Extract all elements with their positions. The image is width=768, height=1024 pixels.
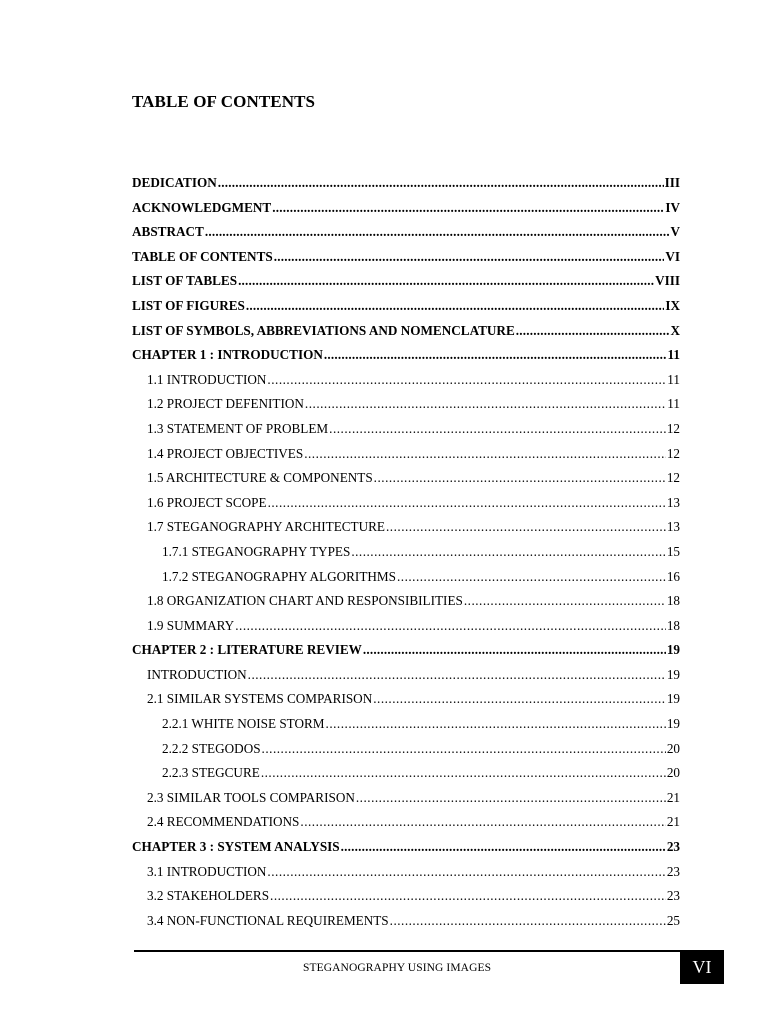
toc-entry[interactable] (132, 200, 680, 225)
toc-entry[interactable] (132, 298, 680, 323)
footer-running-title: STEGANOGRAPHY USING IMAGES (303, 962, 492, 974)
dot-leader (218, 175, 664, 191)
toc-entry-label: TABLE OF CONTENTS (132, 248, 273, 264)
toc-entry-label: CHAPTER 3 : SYSTEM ANALYSIS (132, 839, 340, 855)
toc-entry-label: 2.2.3 STEGCURE (162, 765, 260, 781)
toc-entry-page: 12 (666, 445, 680, 461)
dot-leader (374, 470, 666, 486)
dot-leader (274, 249, 665, 265)
toc-entry-page: 13 (666, 519, 680, 535)
toc-entry-page: 11 (667, 371, 680, 387)
dot-leader (373, 691, 666, 707)
toc-entry[interactable] (132, 667, 680, 692)
toc-entry[interactable] (132, 323, 680, 348)
footer-divider (134, 950, 724, 952)
toc-entry[interactable] (132, 716, 680, 741)
dot-leader (238, 273, 654, 289)
toc-entry-page: 21 (666, 814, 680, 830)
dot-leader (386, 519, 666, 535)
toc-entry[interactable] (132, 765, 680, 790)
toc-entry-page: 13 (666, 494, 680, 510)
toc-entry-page: V (670, 224, 680, 240)
toc-entry-label: LIST OF SYMBOLS, ABBREVIATIONS AND NOMENCLATURE (132, 322, 515, 338)
toc-entry-label: DEDICATION (132, 175, 217, 190)
toc-entry-label: 2.3 SIMILAR TOOLS COMPARISON (147, 789, 355, 805)
toc-entry-page: 19 (666, 716, 680, 732)
toc-entry[interactable] (132, 446, 680, 471)
toc-entry-label: CHAPTER 1 : INTRODUCTION (132, 347, 323, 363)
toc-entry[interactable] (132, 396, 680, 421)
dot-leader (270, 888, 666, 904)
toc-entry[interactable] (132, 642, 680, 667)
toc-entry[interactable] (132, 347, 680, 372)
dot-leader (397, 569, 666, 585)
dot-leader (267, 864, 665, 880)
page-title: TABLE OF CONTENTS (132, 92, 316, 111)
toc-entry-label: 1.6 PROJECT SCOPE (147, 494, 267, 510)
toc-entry-label: INTRODUCTION (147, 666, 247, 682)
toc-entry[interactable] (132, 544, 680, 569)
toc-entry[interactable] (132, 593, 680, 618)
dot-leader (262, 741, 666, 757)
toc-entry-page: 11 (667, 396, 680, 412)
toc-entry-label: 1.5 ARCHITECTURE & COMPONENTS (147, 470, 373, 486)
toc-entry-label: 1.3 STATEMENT OF PROBLEM (147, 420, 329, 436)
toc-entry[interactable] (132, 495, 680, 520)
dot-leader (300, 814, 665, 830)
toc-entry-page: 20 (666, 740, 680, 756)
toc-entry-page: VIII (655, 273, 680, 289)
toc-entry-label: 1.9 SUMMARY (147, 617, 235, 633)
toc-entry-label: LIST OF TABLES (132, 273, 238, 289)
toc-entry[interactable] (132, 741, 680, 766)
toc-entry-label: CHAPTER 2 : LITERATURE REVIEW (132, 642, 362, 658)
toc-entry-label: 2.2.2 STEGODOS (162, 740, 261, 756)
toc-entry[interactable] (132, 864, 680, 889)
toc-entry-label: 2.1 SIMILAR SYSTEMS COMPARISON (147, 691, 373, 707)
toc-entry-page: 25 (666, 912, 680, 928)
dot-leader (351, 544, 666, 560)
toc-entry[interactable] (132, 273, 680, 298)
toc-entry-page: III (664, 175, 680, 190)
toc-entry-page: 21 (666, 789, 680, 805)
toc-entry-page: 19 (666, 642, 680, 658)
dot-leader (329, 421, 666, 437)
toc-entry-page: X (670, 322, 680, 338)
toc-entry[interactable] (132, 691, 680, 716)
toc-entry-page: 23 (666, 888, 680, 904)
toc-entry-page: 23 (666, 863, 680, 879)
toc-entry-page: 12 (666, 420, 680, 436)
toc-entry-label: 3.1 INTRODUCTION (147, 863, 267, 879)
toc-entry-label: 1.7 STEGANOGRAPHY ARCHITECTURE (147, 519, 385, 535)
dot-leader (246, 298, 664, 314)
dot-leader (341, 839, 666, 855)
toc-entry-page: IV (665, 199, 680, 215)
dot-leader (272, 200, 664, 216)
toc-entry-label: ABSTRACT (132, 224, 204, 240)
toc-entry[interactable] (132, 814, 680, 839)
dot-leader (464, 593, 666, 609)
toc-entry-page: 18 (666, 617, 680, 633)
toc-entry-label: 2.4 RECOMMENDATIONS (147, 814, 300, 830)
toc-entry-label: 1.8 ORGANIZATION CHART AND RESPONSIBILITIES (147, 593, 463, 609)
toc-entry[interactable] (132, 913, 680, 938)
page-number-badge (680, 951, 724, 984)
toc-entry[interactable] (132, 421, 680, 446)
toc-entry-label: 1.7.2 STEGANOGRAPHY ALGORITHMS (162, 568, 396, 584)
toc-entry[interactable] (132, 790, 680, 815)
toc-entry-page: 15 (666, 543, 680, 559)
toc-entry[interactable] (132, 888, 680, 913)
toc-entry[interactable] (132, 470, 680, 495)
dot-leader (205, 224, 670, 240)
toc-entry[interactable] (132, 372, 680, 397)
dot-leader (267, 372, 666, 388)
dot-leader (305, 396, 666, 412)
toc-entry-page: IX (665, 297, 680, 313)
toc-entry-label: 2.2.1 WHITE NOISE STORM (162, 716, 325, 732)
toc-entry-label: 3.2 STAKEHOLDERS (147, 888, 270, 904)
toc-entry-page: 19 (666, 691, 680, 707)
toc-entry-page: 23 (666, 839, 680, 855)
dot-leader (248, 667, 666, 683)
toc-entry-page: 19 (666, 666, 680, 682)
toc-entry[interactable] (132, 519, 680, 544)
toc-entry-page: 20 (666, 765, 680, 781)
toc-entry[interactable] (132, 569, 680, 594)
dot-leader (390, 913, 666, 929)
dot-leader (363, 642, 666, 658)
toc-entry[interactable] (132, 249, 680, 274)
dot-leader (261, 765, 666, 781)
dot-leader (326, 716, 666, 732)
toc-entry-page: 18 (666, 593, 680, 609)
toc-list (132, 175, 680, 937)
toc-entry-page: VI (665, 248, 680, 264)
toc-entry-label: ACKNOWLEDGMENT (132, 199, 272, 215)
dot-leader (235, 618, 666, 634)
toc-entry-label: 1.1 INTRODUCTION (147, 371, 267, 387)
dot-leader (516, 323, 670, 339)
toc-entry[interactable] (132, 175, 680, 200)
toc-entry-page: 12 (666, 470, 680, 486)
toc-entry[interactable] (132, 839, 680, 864)
toc-entry[interactable] (132, 224, 680, 249)
dot-leader (324, 347, 667, 363)
toc-entry-label: 3.4 NON-FUNCTIONAL REQUIREMENTS (147, 912, 389, 928)
page-number: VI (692, 957, 712, 977)
toc-entry[interactable] (132, 618, 680, 643)
dot-leader (304, 446, 666, 462)
toc-entry-label: LIST OF FIGURES (132, 297, 245, 313)
toc-entry-page: 11 (667, 347, 680, 363)
dot-leader (356, 790, 666, 806)
dot-leader (268, 495, 666, 511)
toc-entry-label: 1.4 PROJECT OBJECTIVES (147, 445, 304, 461)
toc-entry-page: 16 (666, 568, 680, 584)
toc-entry-label: 1.2 PROJECT DEFENITION (147, 396, 304, 412)
toc-entry-label: 1.7.1 STEGANOGRAPHY TYPES (162, 543, 351, 559)
